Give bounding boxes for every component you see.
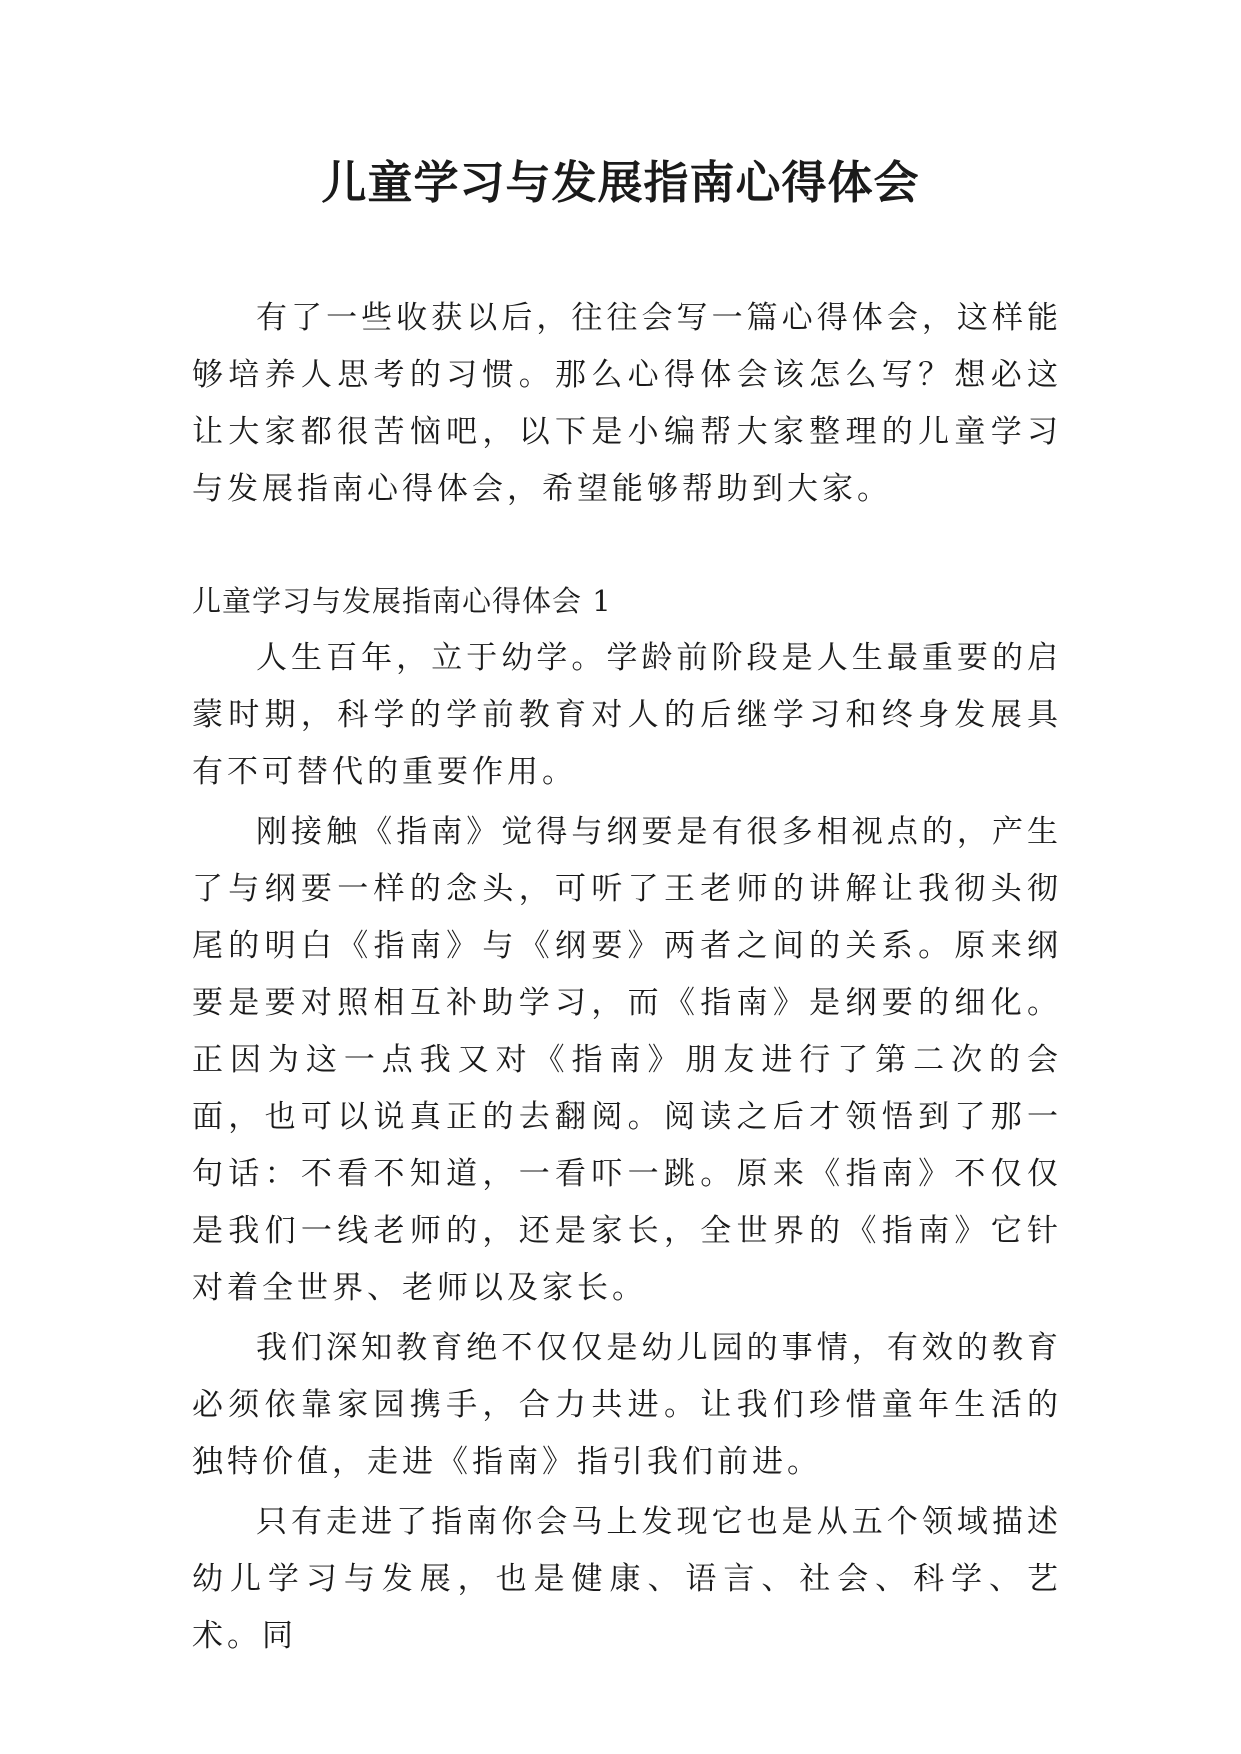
body-paragraph-3: 我们深知教育绝不仅仅是幼儿园的事情，有效的教育必须依靠家园携手，合力共进。让我们珍惜童年生活的独特价值，走进《指南》指引我们前进。 (192, 1330, 1062, 1480)
body-paragraph-1: 人生百年，立于幼学。学龄前阶段是人生最重要的启蒙时期，科学的学前教育对人的后继学习和终身发展具有不可替代的重要作用。 (192, 640, 1062, 790)
section-heading: 儿童学习与发展指南心得体会 1 (192, 584, 612, 618)
document-title: 儿童学习与发展指南心得体会 (321, 156, 920, 209)
intro-paragraph: 有了一些收获以后，往往会写一篇心得体会，这样能够培养人思考的习惯。那么心得体会该怎么写？想必这让大家都很苦恼吧，以下是小编帮大家整理的儿童学习与发展指南心得体会，希望能够帮助到大家。 (192, 300, 1062, 507)
document-body (192, 290, 1062, 1665)
body-paragraph-2: 刚接触《指南》觉得与纲要是有很多相视点的，产生了与纲要一样的念头，可听了王老师的讲解让我彻头彻尾的明白《指南》与《纲要》两者之间的关系。原来纲要是要对照相互补助学习，而《指南》是纲要的细化。正因为这一点我又对《指南》朋友进行了第二次的会面，也可以说真正的去翻阅。阅读之后才领悟到了那一句话：不看不知道，一看吓一跳。原来《指南》不仅仅是我们一线老师的，还是家长，全世界的《指南》它针对着全世界、老师以及家长。 (192, 814, 1062, 1306)
body-paragraph-4: 只有走进了指南你会马上发现它也是从五个领域描述幼儿学习与发展，也是健康、语言、社会、科学、艺术。同 (192, 1504, 1062, 1654)
